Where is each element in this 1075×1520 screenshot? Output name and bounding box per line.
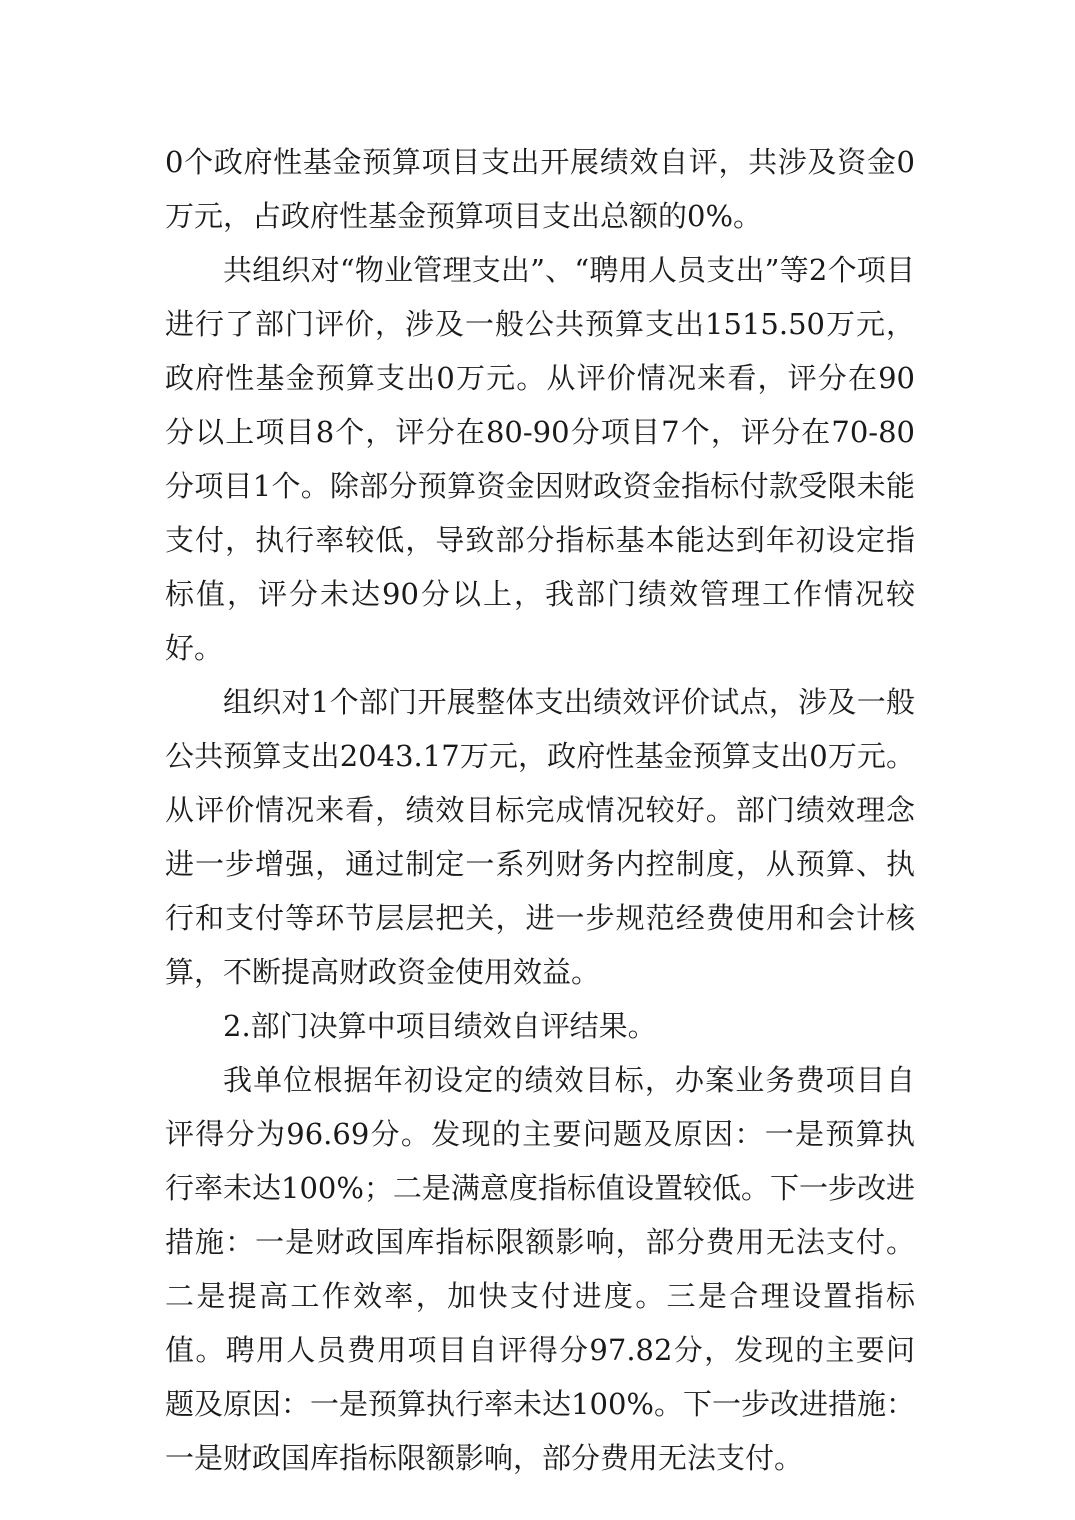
section-heading: 2.部门决算中项目绩效自评结果。 [223, 1009, 657, 1043]
document-body [165, 135, 915, 1485]
paragraph-overall-evaluation: 组织对1个部门开展整体支出绩效评价试点，涉及一般公共预算支出2043.17万元，政府性基金预算支出0万元。从评价情况来看，绩效目标完成情况较好。部门绩效理念进一步增强，通过制定一系列财务内控制度，从预算、执行和支付等环节层层把关，进一步规范经费使用和会计核算，不断提高财政资金使用效益。 [165, 685, 915, 989]
paragraph-department-evaluation: 共组织对“物业管理支出”、“聘用人员支出”等2个项目进行了部门评价，涉及一般公共预算支出1515.50万元，政府性基金预算支出0万元。从评价情况来看，评分在90分以上项目8个，评分在80-90分项目7个，评分在70-80分项目1个。除部分预算资金因财政资金指标付款受限未能支付，执行率较低，导致部分指标基本能达到年初设定指标值，评分未达90分以上，我部门绩效管理工作情况较好。 [165, 253, 915, 665]
paragraph-self-evaluation-results: 我单位根据年初设定的绩效目标，办案业务费项目自评得分为96.69分。发现的主要问题及原因：一是预算执行率未达100%；二是满意度指标值设置较低。下一步改进措施：一是财政国库指标限额影响，部分费用无法支付。二是提高工作效率，加快支付进度。三是合理设置指标值。聘用人员费用项目自评得分97.82分，发现的主要问题及原因：一是预算执行率未达100%。下一步改进措施：一是财政国库指标限额影响，部分费用无法支付。 [165, 1063, 915, 1475]
paragraph-continued: 0个政府性基金预算项目支出开展绩效自评，共涉及资金0万元，占政府性基金预算项目支出总额的0%。 [165, 145, 915, 233]
